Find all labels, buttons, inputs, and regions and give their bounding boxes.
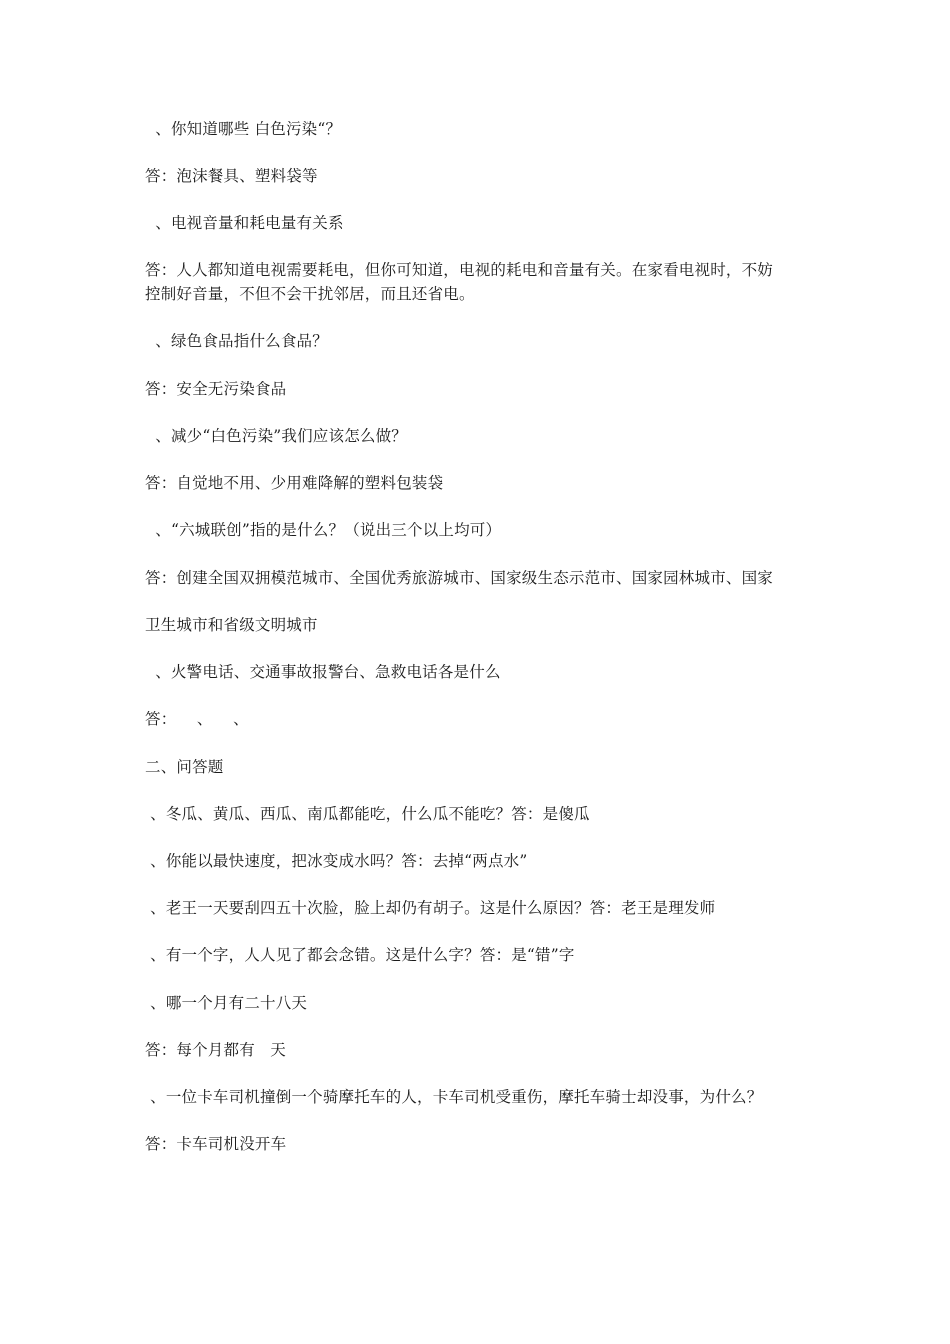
riddle-ice-water: 、你能以最快速度，把冰变成水吗？答：去掉“两点水” [145,852,528,870]
riddle-wrong-character: 、有一个字，人人见了都会念错。这是什么字？答：是“错”字 [145,946,575,964]
riddle-barber: 、老王一天要刮四五十次脸，脸上却仍有胡子。这是什么原因？答：老王是理发师 [145,899,716,917]
question-emergency-numbers: 、火警电话、交通事故报警台、急救电话各是什么 [145,663,501,681]
answer-six-cities-line-2: 卫生城市和省级文明城市 [145,616,318,634]
answer-white-pollution: 答：泡沫餐具、塑料袋等 [145,167,318,185]
answer-six-cities-line-1: 答：创建全国双拥模范城市、全国优秀旅游城市、国家级生态示范市、国家园林城市、国家 [145,569,774,587]
section-heading-qa: 二、问答题 [145,758,224,776]
question-six-cities: 、“六城联创”指的是什么？（说出三个以上均可） [145,521,502,539]
riddle-truck-question: 、一位卡车司机撞倒一个骑摩托车的人，卡车司机受重伤，摩托车骑士却没事，为什么？ [145,1088,763,1106]
question-reduce-pollution: 、减少“白色污染”我们应该怎么做？ [145,427,408,445]
answer-reduce-pollution: 答：自觉地不用、少用难降解的塑料包装袋 [145,474,444,492]
riddle-truck-answer: 答：卡车司机没开车 [145,1135,287,1153]
question-tv-volume: 、电视音量和耗电量有关系 [145,214,344,232]
question-green-food: 、绿色食品指什么食品？ [145,332,328,350]
riddle-melon: 、冬瓜、黄瓜、西瓜、南瓜都能吃，什么瓜不能吃？答：是傻瓜 [145,805,590,823]
riddle-month-question: 、哪一个月有二十八天 [145,994,308,1012]
answer-green-food: 答：安全无污染食品 [145,380,287,398]
answer-tv-volume-line-1: 答：人人都知道电视需要耗电，但你可知道，电视的耗电和音量有关。在家看电视时，不妨 [145,261,774,279]
answer-tv-volume-line-2: 控制好音量，不但不会干扰邻居，而且还省电。 [145,285,475,303]
answer-emergency-numbers: 答： 、 、 [145,710,249,728]
question-white-pollution: 、你知道哪些 白色污染“？ [145,120,342,138]
riddle-month-answer: 答：每个月都有 天 [145,1041,286,1059]
